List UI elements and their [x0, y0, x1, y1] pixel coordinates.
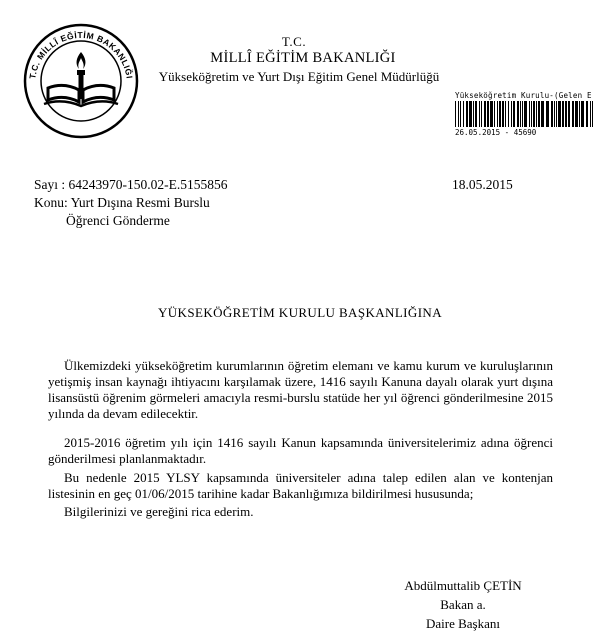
subject-line-continued: Öğrenci Gönderme — [66, 213, 170, 228]
barcode-bar — [490, 101, 493, 127]
barcode-bar — [565, 101, 567, 127]
body-paragraph-2: 2015-2016 öğretim yılı için 1416 sayılı Kanun kapsamında üniversitelerimiz adına öğrenci gönderilmesi planlanmaktadır. — [48, 435, 553, 466]
barcode-bar — [517, 101, 519, 127]
barcode-image — [455, 101, 595, 127]
barcode-bar — [505, 101, 506, 127]
body-paragraph-3: Bu nedenle 2015 YLSY kapsamında üniversiteler adına talep edilen alan ve kontenjan listesinin en geç 01/06/2015 tarihine kadar Bakanlığımıza bildirilmesi hususunda; — [48, 470, 553, 501]
barcode-bar — [475, 101, 477, 127]
signatory-name: Abdülmuttalib ÇETİN — [404, 578, 522, 593]
body-paragraph-1: Ülkemizdeki yükseköğretim kurumlarının öğretim elemanı ve kamu kurum ve kuruluşlarının yetişmiş insan kaynağı ihtiyacını karşılamak üzere, 1416 sayılı Kanuna dayalı olarak yurt dışına lisansüstü öğrenim görmeleri amacıyla resmi-burslu statüde her yıl öğrenci gönderilmesine 2015 yılında da devam edilecektir. — [48, 358, 553, 421]
header-ministry: MİLLÎ EĞİTİM BAKANLIĞI — [210, 50, 396, 66]
barcode-bar — [575, 101, 578, 127]
barcode-bar — [562, 101, 564, 127]
barcode-bar — [497, 101, 498, 127]
barcode-bar — [541, 101, 544, 127]
barcode-bar — [455, 101, 456, 127]
barcode-bar — [481, 101, 482, 127]
barcode-bar — [538, 101, 540, 127]
barcode-bar — [551, 101, 553, 127]
signatory-role: Daire Başkanı — [425, 616, 500, 631]
barcode-bar — [479, 101, 480, 127]
header-department: Yükseköğretim ve Yurt Dışı Eğitim Genel Müdürlüğü — [158, 69, 440, 84]
barcode-bar — [458, 101, 459, 127]
barcode-bar — [592, 101, 593, 127]
barcode-bar — [586, 101, 588, 127]
barcode-bar — [590, 101, 591, 127]
barcode-bar — [536, 101, 537, 127]
barcode-bar — [466, 101, 468, 127]
barcode-bar — [460, 101, 461, 127]
reference-number: Sayı : 64243970-150.02-E.5155856 — [34, 177, 228, 192]
addressee: YÜKSEKÖĞRETİM KURULU BAŞKANLIĞINA — [157, 305, 443, 320]
barcode-bar — [554, 101, 555, 127]
stamp-label: Yükseköğretim Kurulu-(Gelen E — [455, 91, 592, 100]
barcode-bar — [508, 101, 509, 127]
barcode-bar — [531, 101, 532, 127]
signatory-title: Bakan a. — [440, 597, 486, 612]
barcode-bar — [579, 101, 580, 127]
barcode-bar — [556, 101, 557, 127]
barcode-bar — [524, 101, 527, 127]
barcode-bar — [572, 101, 574, 127]
body-paragraph-4: Bilgilerinizi ve gereğini rica ederim. — [64, 504, 254, 519]
barcode-bar — [520, 101, 521, 127]
barcode-bar — [558, 101, 561, 127]
barcode-bar — [533, 101, 535, 127]
subject-line: Konu: Yurt Dışına Resmi Burslu — [34, 195, 210, 210]
barcode-bar — [499, 101, 501, 127]
barcode-bar — [522, 101, 523, 127]
barcode-bar — [502, 101, 504, 127]
header-country: T.C. — [281, 34, 307, 49]
barcode-bar — [494, 101, 495, 127]
barcode-bar — [581, 101, 584, 127]
barcode-bar — [546, 101, 549, 127]
barcode-bar — [473, 101, 474, 127]
barcode-bar — [513, 101, 515, 127]
barcode-bar — [463, 101, 464, 127]
barcode-bar — [484, 101, 486, 127]
barcode-bar — [529, 101, 530, 127]
barcode-bar — [469, 101, 472, 127]
barcode-bar — [568, 101, 570, 127]
document-date: 18.05.2015 — [452, 177, 513, 192]
stamp-code: 26.05.2015 - 45690 — [455, 128, 537, 137]
ministry-seal-logo — [22, 22, 140, 140]
barcode-bar — [487, 101, 489, 127]
seal-text: T.C. MİLLÎ EĞİTİM BAKANLIĞI — [27, 29, 135, 80]
barcode-bar — [511, 101, 512, 127]
